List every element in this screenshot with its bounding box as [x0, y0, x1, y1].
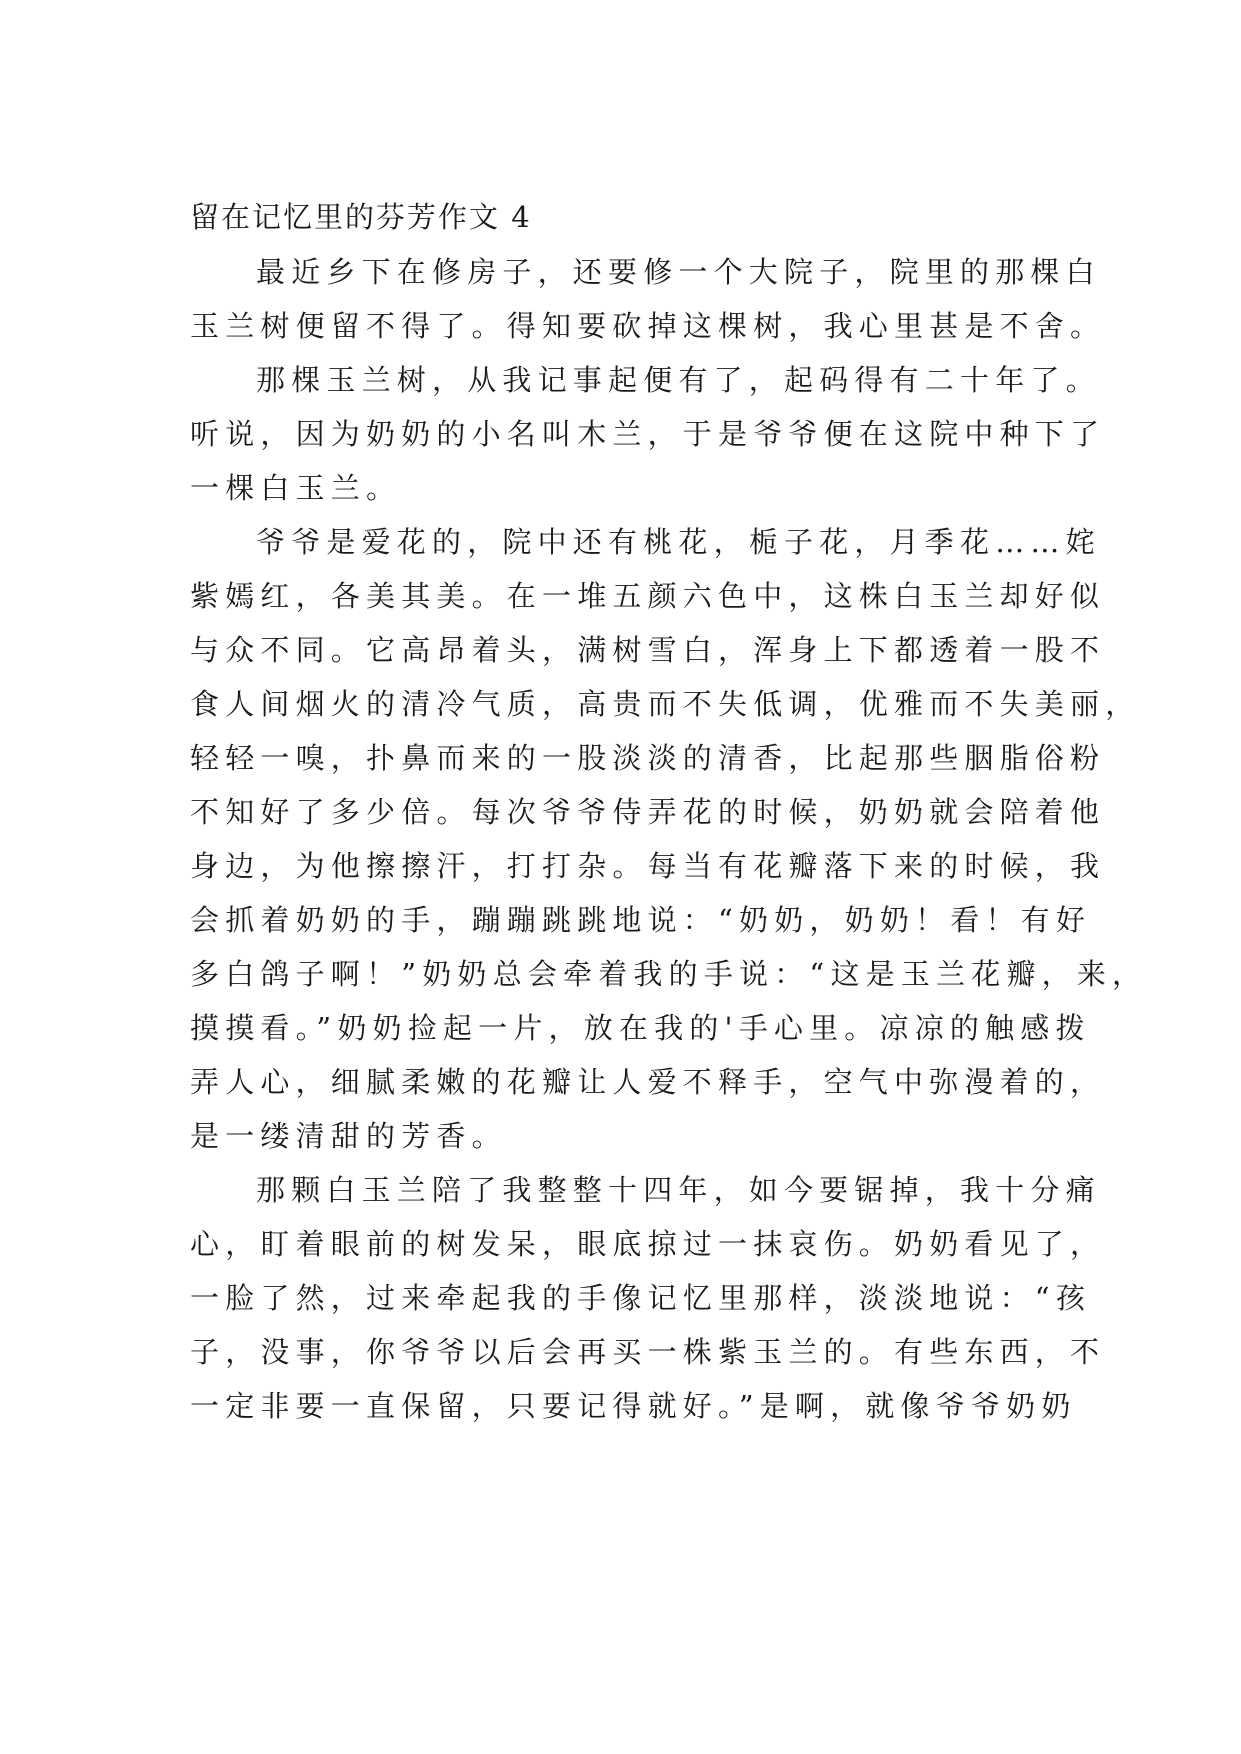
paragraph-line: 最近乡下在修房子，还要修一个大院子，院里的那棵白	[256, 255, 1101, 289]
paragraph-line: 玉兰树便留不得了。得知要砍掉这棵树，我心里甚是不舍。	[190, 309, 1106, 343]
paragraph-line: 那颗白玉兰陪了我整整十四年，如今要锯掉，我十分痛	[256, 1173, 1101, 1207]
paragraph-line: 摸摸看。”奶奶捡起一片，放在我的'手心里。凉凉的触感拨	[190, 1011, 1091, 1045]
paragraph-line: 身边，为他擦擦汗，打打杂。每当有花瓣落下来的时候，我	[190, 849, 1106, 883]
paragraph-line: 听说，因为奶奶的小名叫木兰，于是爷爷便在这院中种下了	[190, 417, 1106, 451]
paragraph-line: 一定非要一直保留，只要记得就好。”是啊，就像爷爷奶奶	[190, 1389, 1077, 1423]
document-title: 留在记忆里的芬芳作文 4	[190, 200, 532, 234]
paragraph-line: 子，没事，你爷爷以后会再买一株紫玉兰的。有些东西，不	[190, 1335, 1106, 1369]
paragraph-line: 轻轻一嗅，扑鼻而来的一股淡淡的清香，比起那些胭脂俗粉	[190, 741, 1106, 775]
paragraph-line: 是一缕清甜的芳香。	[190, 1119, 507, 1153]
paragraph-line: 一棵白玉兰。	[190, 471, 402, 505]
paragraph-line: 弄人心，细腻柔嫩的花瓣让人爱不释手，空气中弥漫着的，	[190, 1065, 1106, 1099]
paragraph-line: 紫嫣红，各美其美。在一堆五颜六色中，这株白玉兰却好似	[190, 579, 1106, 613]
paragraph-line: 会抓着奶奶的手，蹦蹦跳跳地说：“奶奶，奶奶！看！有好	[190, 903, 1092, 937]
paragraph-line: 食人间烟火的清冷气质，高贵而不失低调，优雅而不失美丽，	[190, 687, 1141, 721]
paragraph-line: 与众不同。它高昂着头，满树雪白，浑身上下都透着一股不	[190, 633, 1106, 667]
paragraph-line: 多白鸽子啊！”奶奶总会牵着我的手说：“这是玉兰花瓣，来，	[190, 957, 1148, 991]
paragraph-line: 那棵玉兰树，从我记事起便有了，起码得有二十年了。	[256, 363, 1101, 397]
paragraph-line: 心，盯着眼前的树发呆，眼底掠过一抹哀伤。奶奶看见了，	[190, 1227, 1106, 1261]
paragraph-line: 一脸了然，过来牵起我的手像记忆里那样，淡淡地说：“孩	[190, 1281, 1092, 1315]
paragraph-line: 不知好了多少倍。每次爷爷侍弄花的时候，奶奶就会陪着他	[190, 795, 1106, 829]
paragraph-line: 爷爷是爱花的，院中还有桃花，栀子花，月季花……姹	[256, 525, 1101, 559]
